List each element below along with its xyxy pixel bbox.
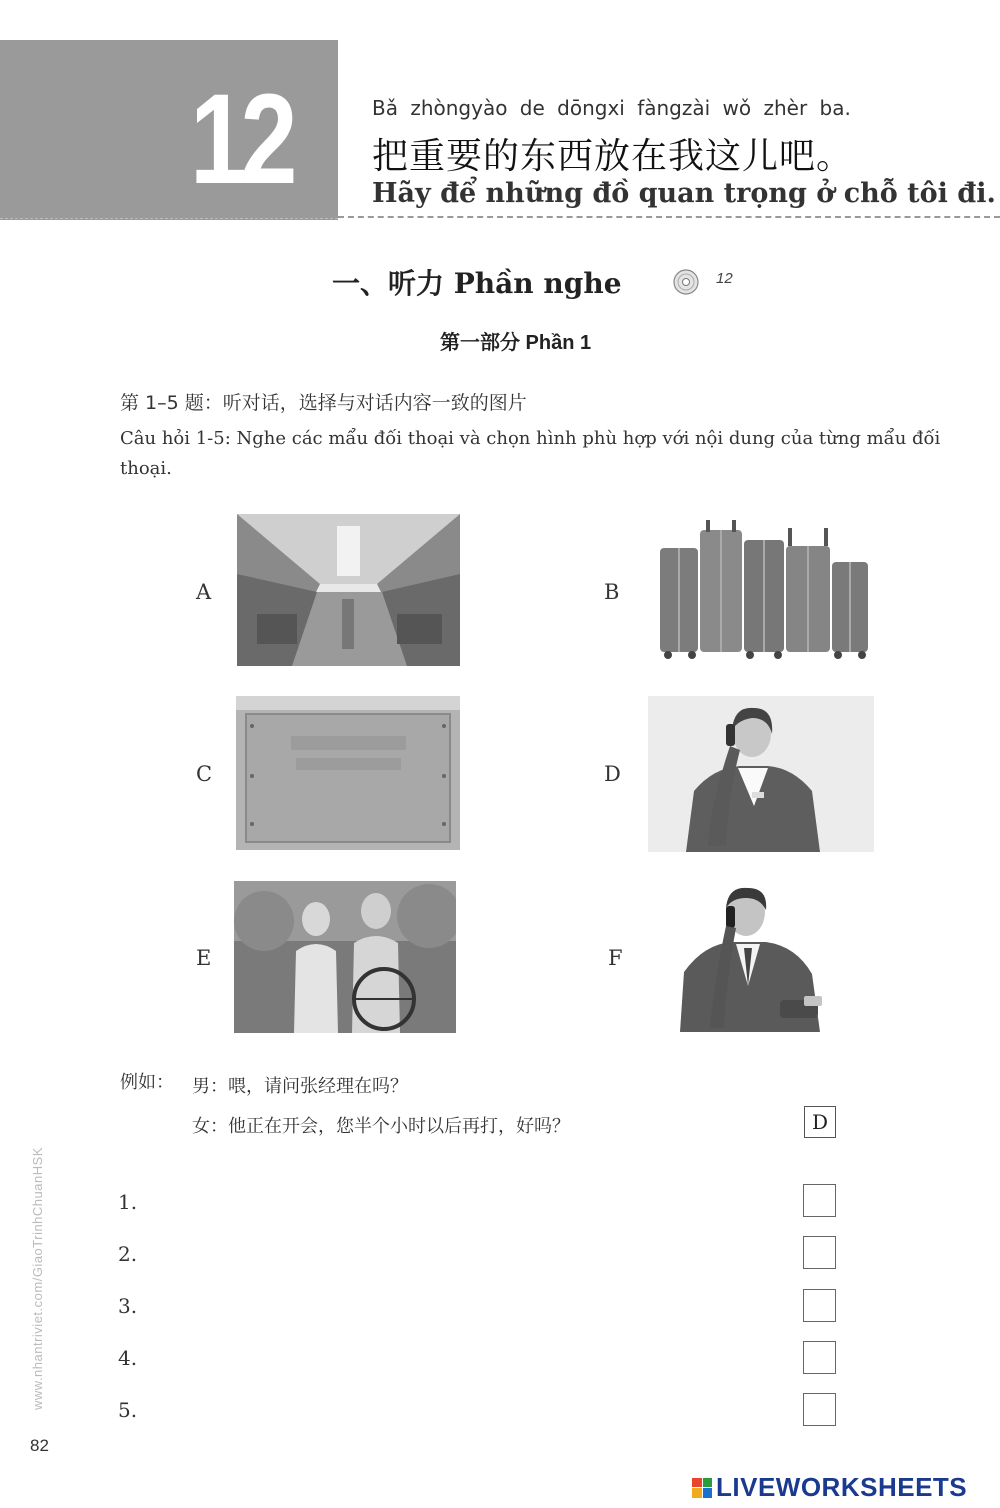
picture-man-on-phone bbox=[680, 882, 828, 1032]
question-number-4: 4. bbox=[118, 1346, 138, 1370]
option-letter-c: C bbox=[196, 762, 213, 786]
example-man-line: 男：喂，请问张经理在吗？ bbox=[192, 1076, 408, 1097]
picture-suitcases bbox=[658, 518, 870, 660]
example-answer-box: D bbox=[804, 1106, 836, 1138]
header-divider-left bbox=[0, 218, 338, 219]
example-label: 例如： bbox=[120, 1072, 174, 1093]
instruction-vietnamese: Câu hỏi 1-5: Nghe các mẩu đối thoại và chọn hình phù hợp với nội dung của từng mẩu đối thoại. bbox=[120, 428, 941, 479]
question-number-3: 3. bbox=[118, 1294, 138, 1318]
cd-icon[interactable] bbox=[672, 268, 700, 296]
answer-box-5[interactable] bbox=[803, 1393, 836, 1426]
watermark-text: www.nhantriviet.com/GiaoTrinhChuanHSK bbox=[30, 1147, 45, 1410]
answer-box-4[interactable] bbox=[803, 1341, 836, 1374]
section-title: 一、听力 Phần nghe bbox=[332, 267, 622, 300]
option-letter-d: D bbox=[604, 762, 621, 786]
part-title: 第一部分 Phần 1 bbox=[440, 332, 592, 354]
question-number-2: 2. bbox=[118, 1242, 138, 1266]
watermark bbox=[30, 1100, 50, 1410]
question-number-1: 1. bbox=[118, 1190, 138, 1214]
option-letter-e: E bbox=[196, 946, 212, 970]
lesson-title-chinese: 把重要的东西放在我这儿吧。 bbox=[372, 136, 854, 177]
answer-box-1[interactable] bbox=[803, 1184, 836, 1217]
answer-box-3[interactable] bbox=[803, 1289, 836, 1322]
instruction-chinese: 第 1–5 题：听对话，选择与对话内容一致的图片 bbox=[120, 392, 527, 414]
option-letter-a: A bbox=[196, 580, 212, 604]
liveworksheets-brand: LIVEWORKSHEETS bbox=[716, 1472, 968, 1502]
lesson-number: 12 bbox=[190, 68, 292, 211]
liveworksheets-logo[interactable] bbox=[692, 1472, 967, 1503]
picture-sign-board bbox=[236, 696, 460, 850]
answer-box-2[interactable] bbox=[803, 1236, 836, 1269]
picture-woman-on-phone bbox=[648, 696, 874, 852]
track-number: 12 bbox=[716, 270, 733, 287]
option-letter-f: F bbox=[608, 946, 623, 970]
option-letter-b: B bbox=[604, 580, 620, 604]
page-number: 82 bbox=[30, 1436, 49, 1455]
picture-airplane-cabin bbox=[237, 514, 460, 666]
example-woman-line: 女：他正在开会，您半个小时以后再打，好吗？ bbox=[192, 1116, 570, 1137]
picture-women-wheelchair bbox=[234, 881, 456, 1033]
lesson-title-pinyin: Bǎ zhòngyào de dōngxi fàngzài wǒ zhèr ba. bbox=[372, 96, 851, 120]
question-number-5: 5. bbox=[118, 1398, 138, 1422]
header-divider bbox=[338, 216, 1000, 218]
liveworksheets-icon bbox=[692, 1478, 712, 1498]
lesson-title-vietnamese: Hãy để những đồ quan trọng ở chỗ tôi đi. bbox=[372, 178, 996, 209]
